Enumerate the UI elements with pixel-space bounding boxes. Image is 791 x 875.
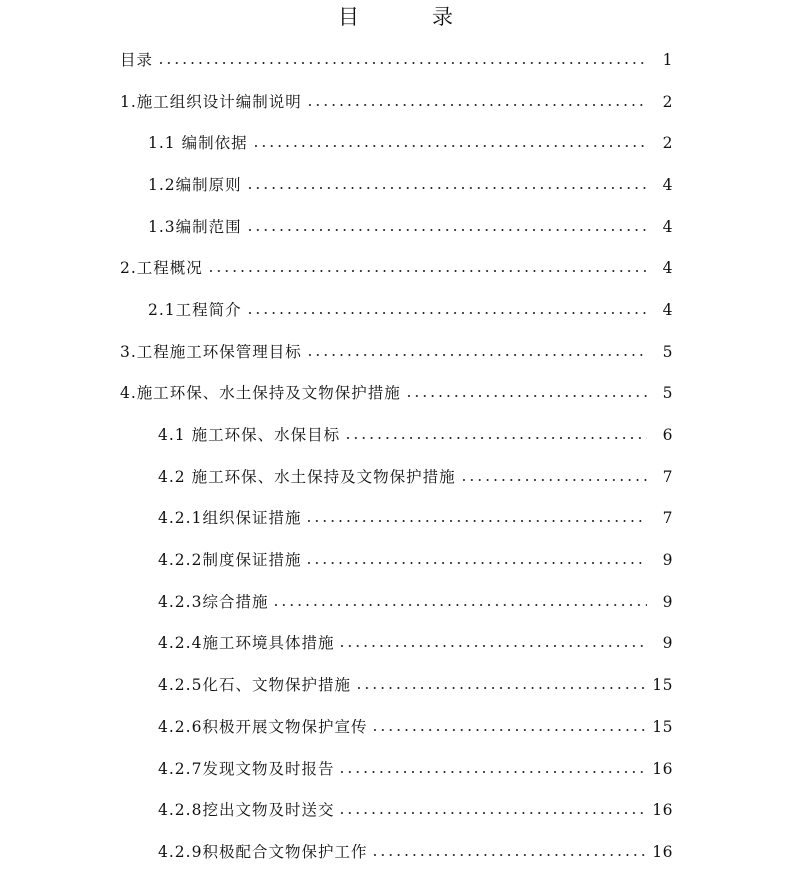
toc-entry[interactable] [0,414,791,456]
dot-leader [344,437,647,439]
toc-entry[interactable] [0,289,791,331]
toc-page-number: 15 [652,676,673,695]
toc-page-number: 9 [662,592,673,611]
toc-entry[interactable] [0,664,791,706]
toc-entry-label: 4.2.4施工环境具体措施 [158,634,335,653]
toc-entry-label: 4.2.7发现文物及时报告 [158,759,335,778]
toc-entry-label: 2.1工程简介 [148,300,242,319]
toc-entry-label: 1.3编制范围 [148,217,242,236]
toc-entry-label: 目录 [120,50,154,69]
toc-entry-label: 2.工程概况 [120,259,203,278]
toc-page-number: 4 [662,259,673,278]
toc-entry[interactable] [0,706,791,748]
dot-leader [246,187,647,189]
toc-entry[interactable] [0,831,791,873]
dot-leader [371,854,647,856]
toc-page-number: 16 [652,801,673,820]
dot-leader [338,812,647,814]
toc-entry[interactable] [0,373,791,415]
toc-entry[interactable] [0,81,791,123]
dot-leader [306,104,647,106]
toc-entry[interactable] [0,206,791,248]
dot-leader [207,270,647,272]
toc-entry[interactable] [0,539,791,581]
toc-entry[interactable] [0,39,791,81]
toc-page-number: 9 [662,634,673,653]
toc-entry-label: 4.2.3综合措施 [158,592,269,611]
toc-list [0,39,791,873]
dot-leader [338,645,647,647]
toc-page-number: 16 [652,759,673,778]
toc-entry-label: 4.施工环保、水土保持及文物保护措施 [120,384,401,403]
toc-page-number: 7 [662,509,673,528]
toc-entry-label: 4.2.1组织保证措施 [158,509,302,528]
toc-entry[interactable] [0,164,791,206]
toc-entry[interactable] [0,623,791,665]
dot-leader [305,520,647,522]
toc-page-number: 5 [662,384,673,403]
dot-leader [371,729,647,731]
toc-entry[interactable] [0,748,791,790]
toc-page-number: 16 [652,842,673,861]
toc-page-number: 4 [662,300,673,319]
toc-entry-label: 4.1 施工环保、水保目标 [158,426,341,445]
toc-page-number: 2 [662,134,673,153]
toc-page-number: 9 [662,551,673,570]
toc-entry-label: 4.2.2制度保证措施 [158,551,302,570]
dot-leader [305,562,647,564]
dot-leader [157,62,647,64]
toc-title: 目 录 [338,5,479,29]
toc-page-number: 1 [662,50,673,69]
dot-leader [252,145,647,147]
dot-leader [246,229,647,231]
toc-entry-label: 4.2.6积极开展文物保护宣传 [158,717,368,736]
toc-page-number: 4 [662,175,673,194]
toc-entry[interactable] [0,789,791,831]
toc-entry-label: 4.2 施工环保、水土保持及文物保护措施 [158,467,456,486]
toc-entry[interactable] [0,122,791,164]
dot-leader [405,395,647,397]
toc-page-number: 4 [662,217,673,236]
dot-leader [246,312,647,314]
toc-entry-label: 1.2编制原则 [148,175,242,194]
toc-entry-label: 4.2.9积极配合文物保护工作 [158,842,368,861]
dot-leader [460,479,647,481]
toc-page-number: 7 [662,467,673,486]
dot-leader [355,687,647,689]
toc-entry-label: 4.2.5化石、文物保护措施 [158,676,351,695]
toc-entry[interactable] [0,456,791,498]
toc-page-number: 5 [662,342,673,361]
toc-entry-label: 3.工程施工环保管理目标 [120,342,302,361]
toc-page-number: 15 [652,717,673,736]
toc-entry[interactable] [0,581,791,623]
toc-entry[interactable] [0,498,791,540]
toc-entry-label: 1.1 编制依据 [148,134,248,153]
dot-leader [306,354,647,356]
toc-page-number: 2 [662,92,673,111]
dot-leader [272,604,647,606]
toc-entry[interactable] [0,247,791,289]
toc-entry-label: 1.施工组织设计编制说明 [120,92,302,111]
toc-entry[interactable] [0,331,791,373]
toc-page-number: 6 [662,426,673,445]
toc-entry-label: 4.2.8挖出文物及时送交 [158,801,335,820]
dot-leader [338,771,647,773]
